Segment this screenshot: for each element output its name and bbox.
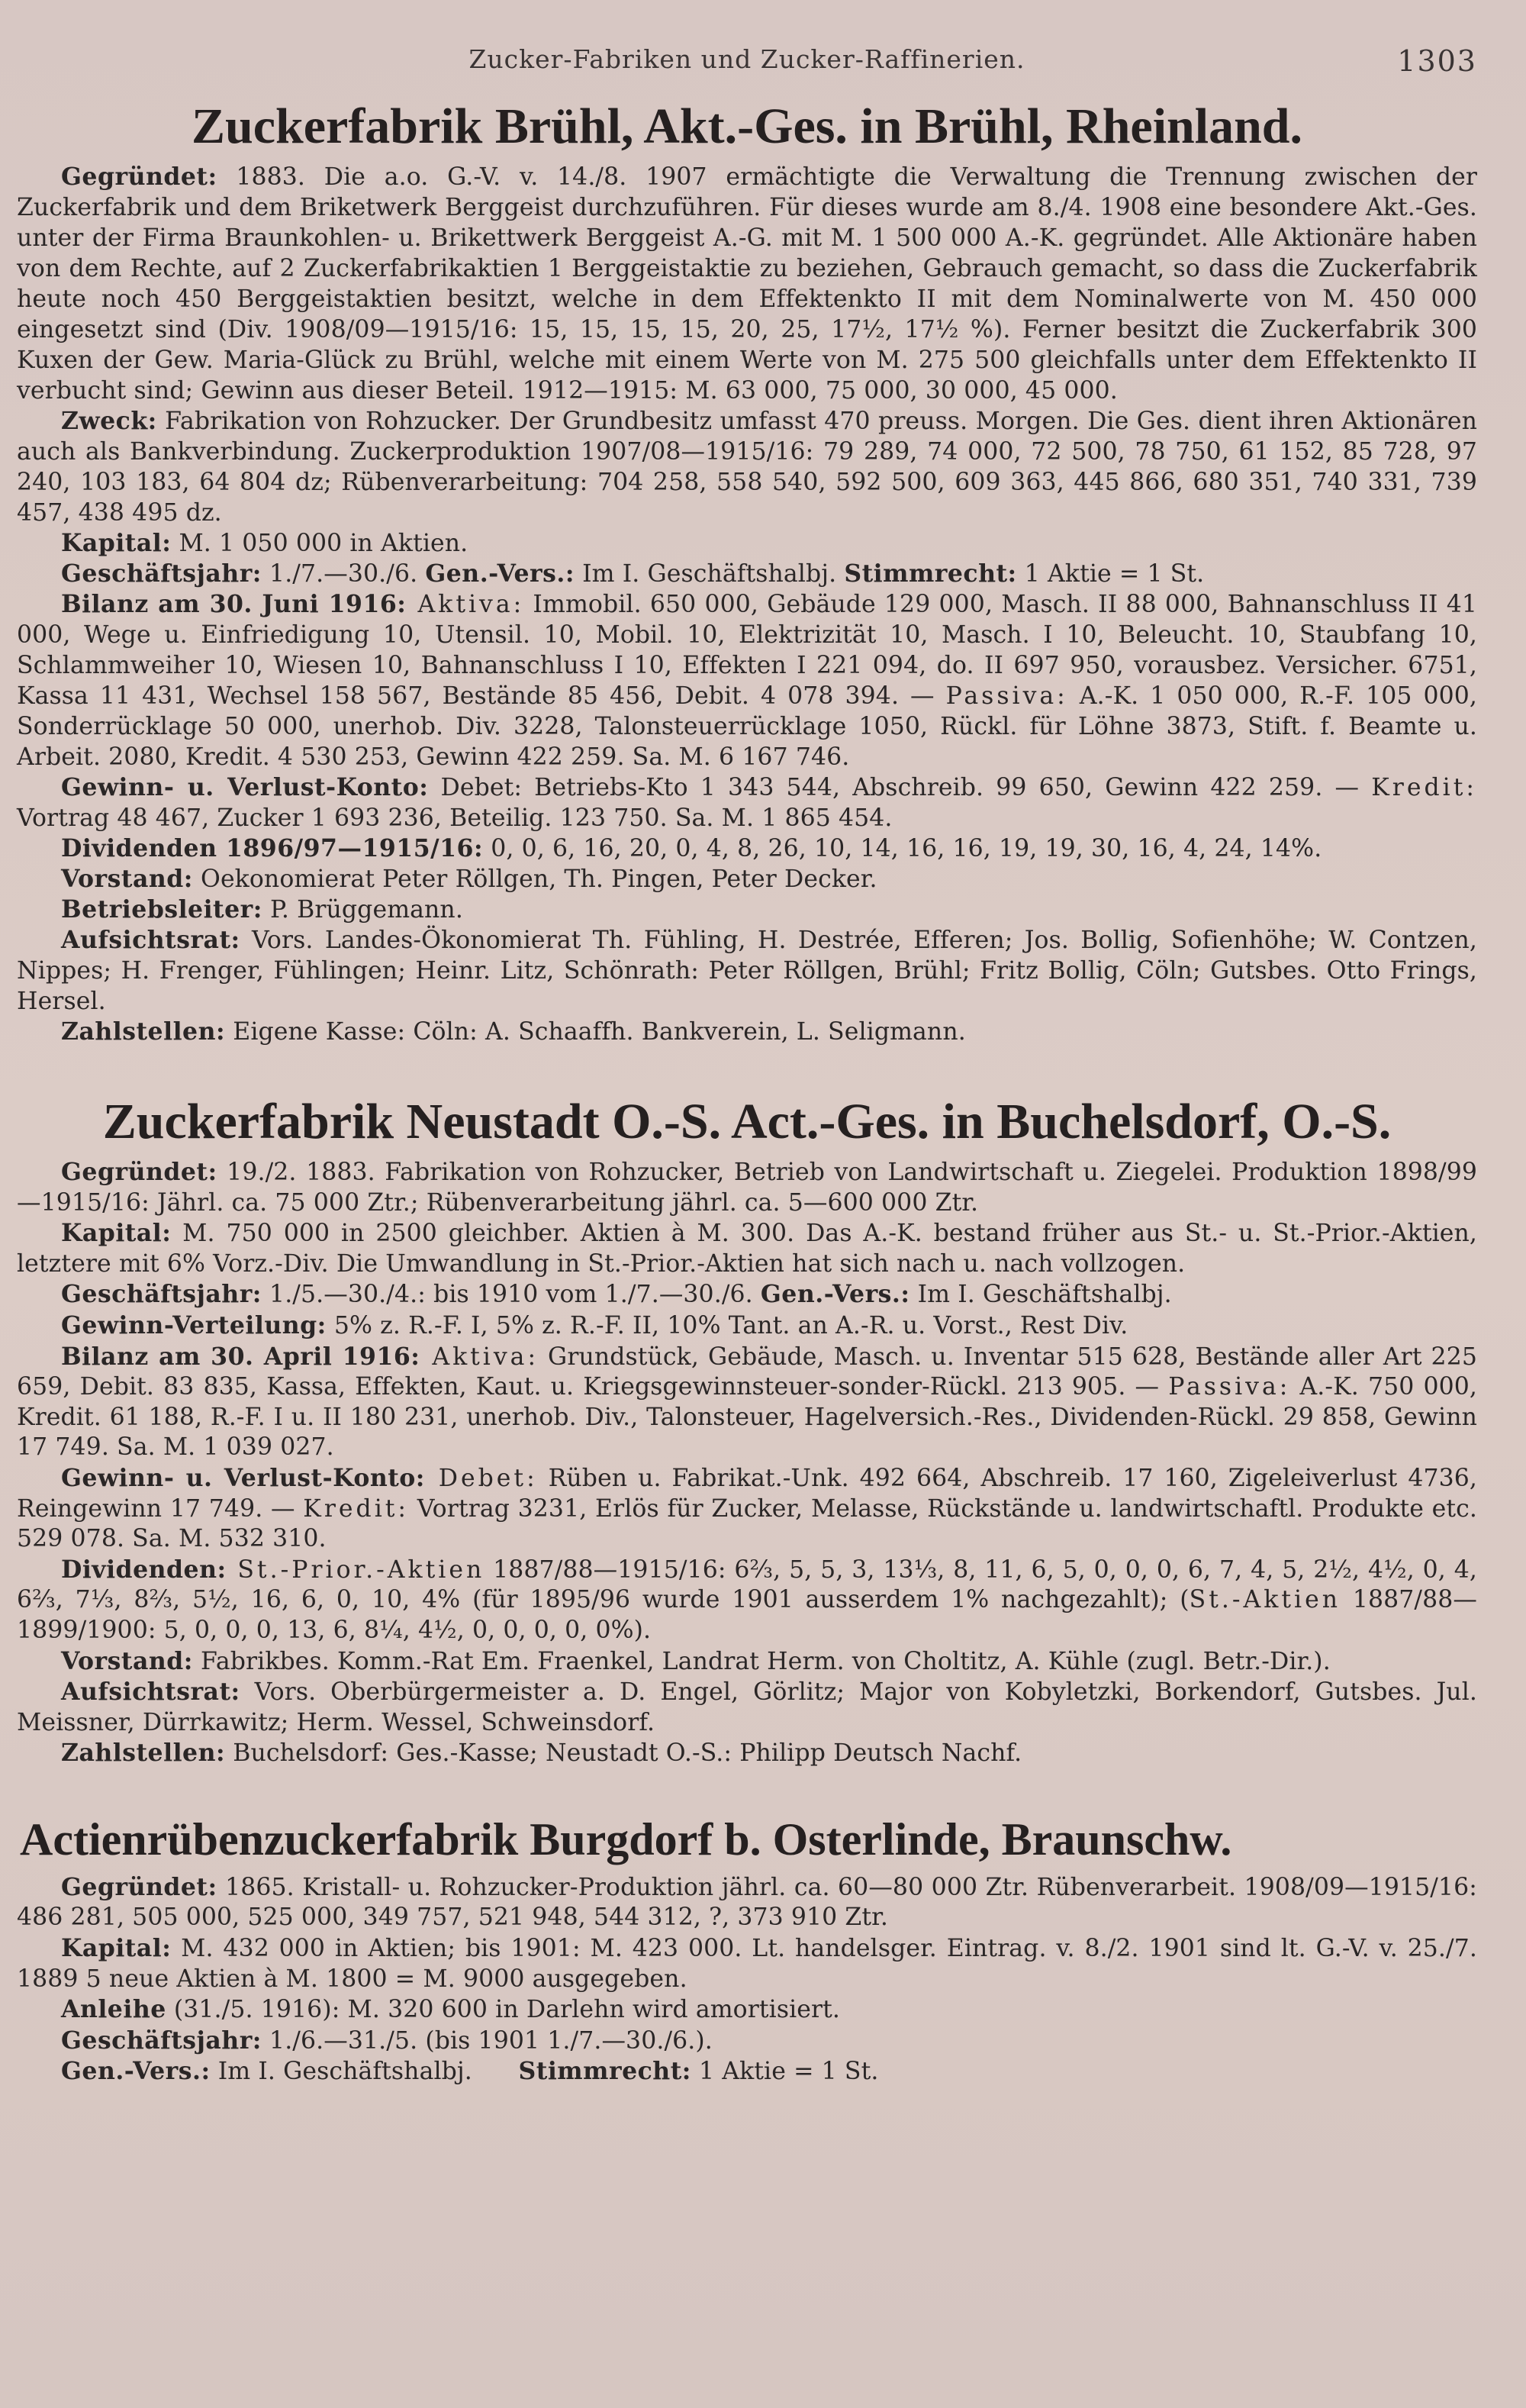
entry-label: Vorstand: (61, 865, 193, 893)
entry-spaced: Debet: (424, 1464, 538, 1492)
entry-text: 1./6.—31./5. (bis 1901 1./7.—30./6.). (261, 2026, 713, 2055)
entry-text: Vortrag 48 467, Zucker 1 693 236, Beteilig. 123 750. Sa. M. 1 865 454. (17, 804, 893, 832)
entry-label: Aufsichtsrat: (61, 1678, 240, 1707)
entry-label: Gen.-Vers.: (425, 559, 575, 588)
entry-spaced: St.-Prior.-Aktien (226, 1555, 485, 1584)
entry-paragraph (17, 864, 1477, 895)
entry-text: Debet: Betriebs-Kto 1 343 544, Abschreib. 99 650, Gewinn 422 259. — (428, 774, 1372, 801)
entry-label: Bilanz am 30. April 1916: (61, 1342, 420, 1371)
page-number: 1303 (1397, 44, 1477, 78)
entry-paragraph (17, 833, 1477, 864)
entry-spaced: Kredit: (1371, 774, 1477, 801)
entry-paragraph (17, 1463, 1477, 1555)
entry-text: 19./2. 1883. Fabrikation von Rohzucker, Betrieb von Landwirtschaft u. Ziegelei. Produktion 1898/99—1915/16: Jährl. ca. 75 000 Ztr.; Rübenverarbeitung jährl. ca. 5—600 000 Ztr. (17, 1159, 1477, 1217)
entry-label: Anleihe (61, 1995, 166, 2024)
entry-text: 0, 0, 6, 16, 20, 0, 4, 8, 26, 10, 14, 16, 16, 19, 19, 30, 16, 4, 24, 14%. (483, 835, 1322, 862)
entry-label: Geschäftsjahr: (61, 559, 262, 588)
entry-label: Geschäftsjahr: (61, 2026, 262, 2055)
entry-paragraph (17, 1646, 1477, 1678)
entry-text: M. 1 050 000 in Aktien. (171, 530, 468, 557)
entry-text: 1./7.—30./6. (261, 560, 426, 588)
entry-paragraph (17, 1872, 1477, 1933)
entry-label: Stimmrecht: (518, 2057, 691, 2086)
entry-label: Geschäftsjahr: (61, 1280, 262, 1309)
entry-text: Immobil. 650 000, Gebäude 129 000, Masch. II 88 000, Bahnanschluss II 41 000, Wege u. Einfriedigung 10, Utensil. 10, Mobil. 10, Elektrizität 10, Masch. I 10, Beleucht. 10, Staubfang 10, Schlammweiher 10, Wiesen 10, Bahnanschluss I 10, Effekten I 221 094, do. II 697 950, vorausbez. Versicher. 6751, Kassa 11 431, Wechsel 158 567, Bestände 85 456, Debit. 4 078 394. — (17, 591, 1477, 710)
entry-text: P. Brüggemann. (262, 896, 463, 924)
entry-spaced: Aktiva: (406, 591, 525, 618)
entry-paragraph (17, 1677, 1477, 1738)
entry-text: Oekonomierat Peter Röllgen, Th. Pingen, Peter Decker. (192, 866, 877, 893)
entry-paragraph (17, 1933, 1477, 1994)
entry-paragraph (17, 925, 1477, 1017)
entry-label: Gen.-Vers.: (61, 2057, 211, 2086)
entry-text: Fabrikation von Rohzucker. Der Grundbesitz umfasst 470 preuss. Morgen. Die Ges. dient ihren Aktionären auch als Bankverbindung. Zuckerproduktion 1907/08—1915/16: 79 289, 74 000, 72 500, 78 750, 61 152, 85 728, 97 240, 103 183, 64 804 dz; Rübenverarbeitung: 704 258, 558 540, 592 500, 609 363, 445 866, 680 351, 740 331, 739 457, 438 495 dz. (17, 408, 1477, 527)
page-header (17, 44, 1477, 92)
entry-text: A.-K. 750 000, Kredit. 61 188, R.-F. I u. II 180 231, unerhob. Div., Talonsteuer, Hagelversich.-Res., Dividenden-Rückl. 29 858, Gewinn 17 749. Sa. M. 1 039 027. (17, 1373, 1478, 1462)
section-actienruebenzuckerfabrik-burgdorf (17, 1813, 1477, 2087)
entry-spaced: St.-Aktien (1189, 1586, 1341, 1614)
entry-label: Stimmrecht: (844, 559, 1017, 588)
entry-label: Gegründet: (61, 163, 217, 191)
entry-spaced: Aktiva: (420, 1343, 539, 1371)
entry-text: Vortrag 3231, Erlös für Zucker, Melasse, Rückstände u. landwirtschaftl. Produkte etc. 529 078. Sa. M. 532 310. (17, 1494, 1477, 1553)
entry-label: Gegründet: (61, 1872, 217, 1901)
entry-label: Gewinn-Verteilung: (61, 1310, 327, 1339)
entry-text: 1887/88—1915/16: 6⅔, 5, 5, 3, 13⅓, 8, 11, 6, 5, 0, 0, 0, 6, 7, 4, 5, 2½, 4½, 0, 4, 6⅔, 7⅓, 8⅔, 5½, 16, 6, 0, 10, 4% (für 1895/96 wurde 1901 ausserdem 1% nachgezahlt); ( (17, 1555, 1477, 1614)
entry-text: Vors. Oberbürgermeister a. D. Engel, Görlitz; Major von Kobyletzki, Borkendorf, Gutsbes. Jul. Meissner, Dürrkawitz; Herm. Wessel, Schweinsdorf. (17, 1678, 1477, 1736)
entry-label: Kapital: (61, 529, 172, 557)
entry-paragraph (17, 1738, 1477, 1769)
entry-text: 1865. Kristall- u. Rohzucker-Produktion jährl. ca. 60—80 000 Ztr. Rübenverarbeit. 1908/09—1915/16: 486 281, 505 000, 525 000, 349 757, 521 948, 544 312, ?, 373 910 Ztr. (17, 1873, 1477, 1932)
entry-label: Gewinn- u. Verlust-Konto: (61, 773, 429, 801)
company-title: Actienrübenzuckerfabrik Burgdorf b. Osterlinde, Braunschw. (20, 1813, 1232, 1865)
entry-label: Dividenden 1896/97—1915/16: (61, 834, 484, 862)
entry-label: Zahlstellen: (61, 1739, 226, 1768)
entry-label: Vorstand: (61, 1646, 193, 1675)
entry-text: 1 Aktie = 1 St. (1016, 560, 1205, 588)
entry-text: 1./5.—30./4.: bis 1910 vom 1./7.—30./6. (261, 1281, 761, 1309)
entry-paragraph (17, 528, 1477, 559)
section-zuckerfabrik-bruehl (17, 98, 1477, 1047)
entry-paragraph (17, 2026, 1477, 2057)
entry-paragraph (17, 772, 1477, 833)
entry-paragraph (17, 1310, 1477, 1342)
entry-paragraph (17, 1218, 1477, 1279)
running-title: Zucker-Fabriken und Zucker-Raffinerien. (468, 44, 1025, 74)
company-title: Zuckerfabrik Neustadt O.-S. Act.-Ges. in Buchelsdorf, O.-S. (102, 1094, 1392, 1149)
entry-spaced: Passiva: (1168, 1373, 1291, 1401)
entry-label: Kapital: (61, 1934, 172, 1963)
entry-paragraph (17, 1279, 1477, 1310)
entry-paragraph (17, 1555, 1477, 1646)
entry-text: M. 432 000 in Aktien; bis 1901: M. 423 000. Lt. handelsger. Eintrag. v. 8./2. 1901 sind lt. G.-V. v. 25./7. 1889 5 neue Aktien à M. 1800 = M. 9000 ausgegeben. (17, 1935, 1477, 1993)
entry-text: Im I. Geschäftshalbj. (909, 1281, 1172, 1309)
entry-label: Gen.-Vers.: (760, 1280, 910, 1309)
entry-spaced: Passiva: (945, 682, 1068, 710)
entry-text: Vors. Landes-Ökonomierat Th. Fühling, H. Destrée, Efferen; Jos. Bollig, Sofienhöhe; W. Contzen, Nippes; H. Frenger, Fühlingen; Heinr. Litz, Schönrath: Peter Röllgen, Brühl; Fritz Bollig, Cöln; Gutsbes. Otto Frings, Hersel. (17, 927, 1477, 1015)
entry-text: 1887/88—1899/1900: 5, 0, 0, 0, 13, 6, 8¼, 4½, 0, 0, 0, 0, 0%). (17, 1586, 1477, 1644)
entry-text: Fabrikbes. Komm.-Rat Em. Fraenkel, Landrat Herm. von Choltitz, A. Kühle (zugl. Betr.-Dir.). (192, 1647, 1331, 1675)
entry-text: M. 750 000 in 2500 gleichber. Aktien à M. 300. Das A.-K. bestand früher aus St.- u. St.-Prior.-Aktien, letztere mit 6% Vorz.-Div. Die Umwandlung in St.-Prior.-Aktien hat sich nach u. nach vollzogen. (17, 1220, 1477, 1278)
entry-paragraph (17, 895, 1477, 925)
section-zuckerfabrik-neustadt (17, 1093, 1477, 1769)
entry-text: Im I. Geschäftshalbj. (210, 2058, 519, 2086)
entry-text: Rüben u. Fabrikat.-Unk. 492 664, Abschreib. 17 160, Zigeleiverlust 4736, Reingewinn 17 749. — (17, 1464, 1477, 1523)
entry-text: Buchelsdorf: Ges.-Kasse; Neustadt O.-S.: Philipp Deutsch Nachf. (225, 1739, 1022, 1768)
entry-paragraph (17, 589, 1477, 772)
entry-text: (31./5. 1916): M. 320 600 in Darlehn wird amortisiert. (166, 1996, 841, 2024)
entry-text: Im I. Geschäftshalbj. (574, 560, 845, 588)
entry-text: 1 Aktie = 1 St. (691, 2058, 879, 2086)
entry-paragraph (17, 559, 1477, 589)
entry-paragraph (17, 1994, 1477, 2026)
entry-label: Betriebsleiter: (61, 895, 262, 924)
entry-paragraph (17, 1342, 1477, 1463)
entry-label: Gegründet: (61, 1158, 217, 1186)
entry-text: 1883. Die a.o. G.-V. v. 14./8. 1907 ermächtigte die Verwaltung die Trennung zwischen der Zuckerfabrik und dem Briketwerk Berggeist durchzuführen. Für dieses wurde am 8./4. 1908 eine besondere Akt.-Ges. unter der Firma Braunkohlen- u. Brikettwerk Berggeist A.-G. mit M. 1 500 000 A.-K. gegründet. Alle Aktionäre haben von dem Rechte, auf 2 Zuckerfabrikaktien 1 Berggeistaktie zu beziehen, Gebrauch gemacht, so dass die Zuckerfabrik heute noch 450 Berggeistaktien besitzt, welche in dem Effektenkto II mit dem Nominalwerte von M. 450 000 eingesetzt sind (Div. 1908/09—1915/16: 15, 15, 15, 15, 20, 25, 17½, 17½ %). Ferner besitzt die Zuckerfabrik 300 Kuxen der Gew. Maria-Glück zu Brühl, welche mit einem Werte von M. 275 500 gleichfalls unter dem Effektenkto II verbucht sind; Gewinn aus dieser Beteil. 1912—1915: M. 63 000, 75 000, 30 000, 45 000. (17, 163, 1477, 405)
entry-paragraph (17, 2056, 1477, 2087)
entry-text: A.-K. 1 050 000, R.-F. 105 000, Sonderrücklage 50 000, unerhob. Div. 3228, Talonsteuerrücklage 1050, Rückl. für Löhne 3873, Stift. f. Beamte u. Arbeit. 2080, Kredit. 4 530 253, Gewinn 422 259. Sa. M. 6 167 746. (17, 682, 1477, 771)
entry-paragraph (17, 406, 1477, 528)
company-title: Zuckerfabrik Brühl, Akt.-Ges. in Brühl, Rheinland. (192, 98, 1302, 154)
entry-spaced: Kredit: (303, 1494, 410, 1523)
entry-text: Grundstück, Gebäude, Masch. u. Inventar 515 628, Bestände aller Art 225 659, Debit. 83 835, Kassa, Effekten, Kaut. u. Kriegsgewinnsteuer-sonder-Rückl. 213 905. — (17, 1343, 1477, 1401)
entry-label: Gewinn- u. Verlust-Konto: (61, 1463, 425, 1492)
entry-paragraph (17, 162, 1477, 406)
entry-label: Kapital: (61, 1219, 172, 1248)
entry-paragraph (17, 1157, 1477, 1218)
entry-label: Aufsichtsrat: (61, 926, 240, 954)
entry-label: Bilanz am 30. Juni 1916: (61, 590, 407, 618)
entry-text: 5% z. R.-F. I, 5% z. R.-F. II, 10% Tant. an A.-R. u. Vorst., Rest Div. (326, 1311, 1128, 1339)
entry-label: Zahlstellen: (61, 1017, 226, 1046)
entry-label: Dividenden: (61, 1555, 227, 1584)
entry-text: Eigene Kasse: Cöln: A. Schaaffh. Bankverein, L. Seligmann. (225, 1018, 966, 1046)
entry-label: Zweck: (61, 407, 157, 435)
entry-paragraph (17, 1017, 1477, 1047)
